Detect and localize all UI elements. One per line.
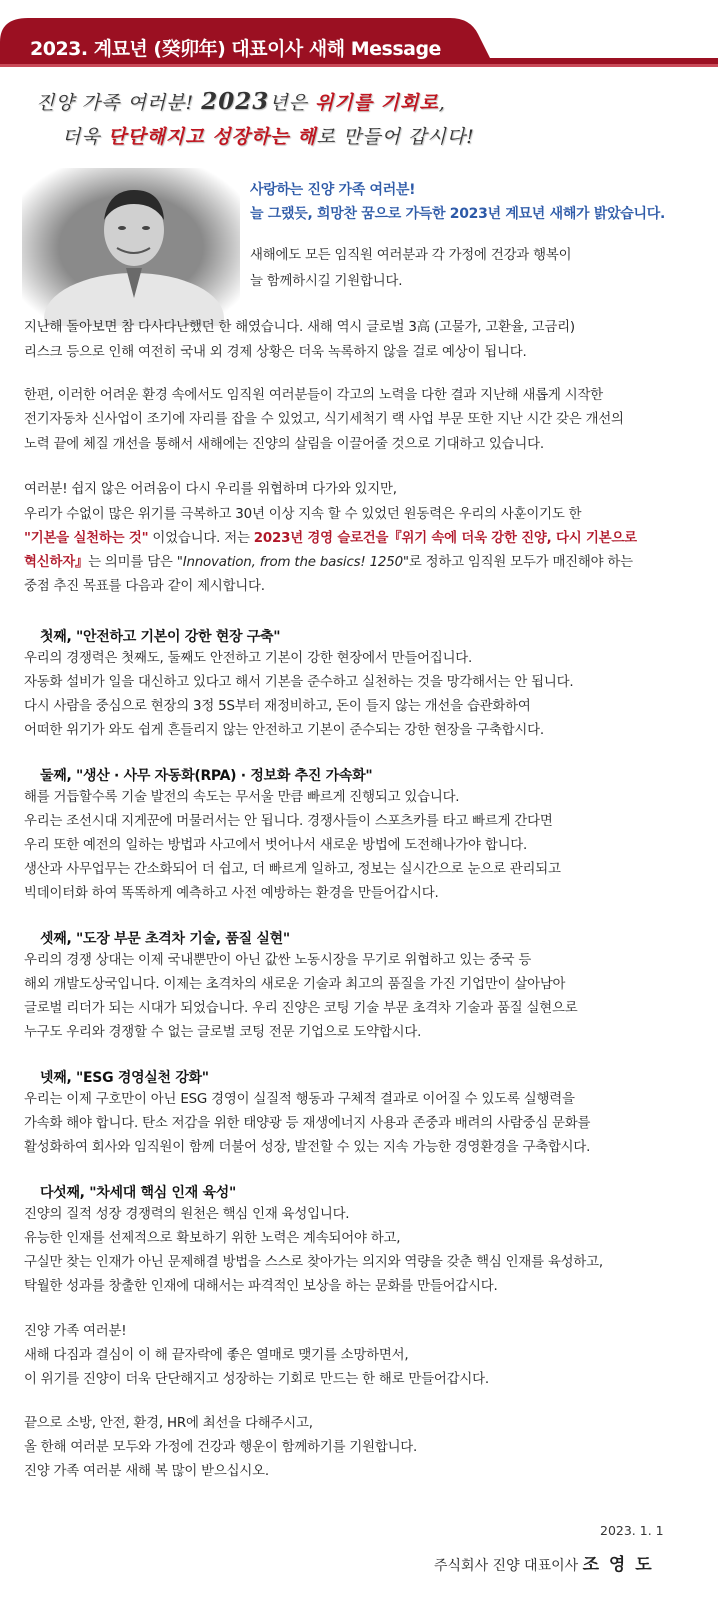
goal-5-line: 탁월한 성과를 창출한 인재에 대해서는 파격적인 보상을 하는 문화를 만들어갑시다. — [24, 1279, 498, 1294]
closing-line: 이 위기를 진양이 더욱 단단해지고 성장하는 기회로 만드는 한 해로 만들어갑시다. — [24, 1372, 489, 1387]
letter-date: 2023. 1. 1 — [600, 1523, 664, 1538]
motto-highlight: "기본을 실천하는 것" — [24, 531, 149, 546]
closing-line: 새해 다짐과 결심이 이 해 끝자락에 좋은 열매로 맺기를 소망하면서, — [24, 1348, 409, 1363]
para3-line — [24, 530, 637, 548]
goal-1-line: 우리의 경쟁력은 첫째도, 둘째도 안전하고 기본이 강한 현장에서 만들어집니다. — [24, 651, 473, 666]
slogan-highlight: 위기를 기회로 — [315, 92, 439, 114]
signature-name: 조 영 도 — [582, 1555, 654, 1575]
goal-3-heading: 셋째, "도장 부문 초격차 기술, 품질 실현" — [40, 931, 290, 947]
para2-line: 한편, 이러한 어려운 환경 속에서도 임직원 여러분들이 각고의 노력을 다한 결과 지난해 새롭게 시작한 — [24, 388, 603, 403]
para3-text: 이었습니다. 저는 — [148, 531, 254, 546]
goal-1-heading: 첫째, "안전하고 기본이 강한 현장 구축" — [40, 629, 281, 645]
goal-2-line: 빅데이터화 하여 똑똑하게 예측하고 사전 예방하는 환경을 만들어갑시다. — [24, 886, 439, 901]
goal-5-line: 유능한 인재를 선제적으로 확보하기 위한 노력은 계속되어야 하고, — [24, 1231, 401, 1246]
closing-line: 진양 가족 여러분! — [24, 1324, 127, 1339]
slogan-text: , — [438, 92, 446, 114]
title-banner — [0, 18, 718, 76]
ceo-portrait — [22, 168, 240, 326]
para3-text: 는 의미를 담은 — [88, 555, 177, 570]
para2-line: 노력 끝에 체질 개선을 통해서 새해에는 진양의 살림을 이끌어줄 것으로 기대하고 있습니다. — [24, 437, 544, 452]
slogan-year: 2023 — [201, 88, 270, 115]
slogan-text: 진양 가족 여러분! — [36, 92, 202, 114]
goal-2-line: 생산과 사무업무는 간소화되어 더 쉽고, 더 빠르게 일하고, 정보는 실시간으로 눈으로 관리되고 — [24, 862, 561, 877]
slogan-highlight: 혁신하자』 — [24, 555, 89, 570]
goal-3-line: 해외 개발도상국입니다. 이제는 초격차의 새로운 기술과 최고의 품질을 가진 기업만이 살아남아 — [24, 977, 566, 992]
goal-1-line: 어떠한 위기가 와도 쉽게 흔들리지 않는 안전하고 기본이 준수되는 강한 현장을 구축합시다. — [24, 723, 544, 738]
goal-5-line: 진양의 질적 성장 경쟁력의 원천은 핵심 인재 육성입니다. — [24, 1207, 350, 1222]
banner-title: 2023. 계묘년 (癸卯年) 대표이사 새해 Message — [30, 38, 441, 60]
closing-line: 진양 가족 여러분 새해 복 많이 받으십시오. — [24, 1464, 269, 1479]
slogan-line-1 — [36, 88, 446, 115]
goal-3-line: 글로벌 리더가 되는 시대가 되었습니다. 우리 진양은 코팅 기술 부문 초격차 기술과 품질 실현으로 — [24, 1001, 578, 1016]
slogan-text: 로 만들어 갑시다! — [316, 126, 475, 148]
intro-line: 지난해 돌아보면 참 다사다난했던 한 해였습니다. 새해 역시 글로벌 3高 (고물가, 고환율, 고금리) — [24, 320, 575, 335]
slogan-highlight: 2023년 경영 슬로건을『위기 속에 더욱 강한 진양, 다시 기본으로 — [253, 531, 637, 546]
goal-4-line: 우리는 이제 구호만이 아닌 ESG 경영이 실질적 행동과 구체적 결과로 이어질 수 있도록 실행력을 — [24, 1092, 575, 1107]
closing-line: 끝으로 소방, 안전, 환경, HR에 최선을 다해주시고, — [24, 1416, 313, 1431]
goal-5-line: 구실만 찾는 인재가 아닌 문제해결 방법을 스스로 찾아가는 의지와 역량을 갖춘 핵심 인재를 육성하고, — [24, 1255, 603, 1270]
slogan-highlight: 단단해지고 성장하는 해 — [107, 126, 317, 148]
goal-4-heading: 넷째, "ESG 경영실천 강화" — [40, 1070, 209, 1086]
intro-line: 리스크 등으로 인해 여전히 국내 외 경제 상황은 더욱 녹록하지 않을 걸로 예상이 됩니다. — [24, 345, 527, 360]
greeting-text: 새해에도 모든 임직원 여러분과 각 가정에 건강과 행복이 — [250, 248, 572, 263]
slogan-text: 더욱 — [62, 126, 108, 148]
greeting-line-2: 늘 그랬듯, 희망찬 꿈으로 가득한 2023년 계묘년 새해가 밝았습니다. — [250, 206, 665, 222]
goal-2-line: 우리는 조선시대 지게꾼에 머물러서는 안 됩니다. 경쟁사들이 스포츠카를 타고 빠르게 간다면 — [24, 814, 553, 829]
goal-4-line: 가속화 해야 합니다. 탄소 저감을 위한 태양광 등 재생에너지 사용과 존중과 배려의 사람중심 문화를 — [24, 1116, 591, 1131]
goal-2-line: 해를 거듭할수록 기술 발전의 속도는 무서울 만큼 빠르게 진행되고 있습니다. — [24, 790, 460, 805]
para2-line: 전기자동차 신사업이 조기에 자리를 잡을 수 있었고, 식기세척기 랙 사업 부문 또한 지난 시간 갖은 개선의 — [24, 412, 624, 427]
slogan-line-2 — [62, 122, 475, 149]
greeting-line-1: 사랑하는 진양 가족 여러분! — [250, 182, 416, 198]
signature-org: 주식회사 진양 대표이사 — [434, 1558, 583, 1574]
goal-2-heading: 둘째, "생산 · 사무 자동화(RPA) · 정보화 추진 가속화" — [40, 768, 373, 784]
para3-line — [24, 554, 633, 572]
goal-3-line: 누구도 우리와 경쟁할 수 없는 글로벌 코팅 전문 기업으로 도약합시다. — [24, 1025, 422, 1040]
goal-5-heading: 다섯째, "차세대 핵심 인재 육성" — [40, 1185, 236, 1201]
slogan-text: 년은 — [269, 92, 315, 114]
para3-line: 우리가 수없이 많은 위기를 극복하고 30년 이상 지속 할 수 있었던 원동력은 우리의 사훈이기도 한 — [24, 507, 582, 522]
para3-line: 중점 추진 목표를 다음과 같이 제시합니다. — [24, 579, 265, 594]
goal-2-line: 우리 또한 예전의 일하는 방법과 사고에서 벗어나서 새로운 방법에 도전해나가야 합니다. — [24, 838, 528, 853]
goal-3-line: 우리의 경쟁 상대는 이제 국내뿐만이 아닌 값싼 노동시장을 무기로 위협하고 있는 중국 등 — [24, 953, 532, 968]
goal-1-line: 자동화 설비가 일을 대신하고 있다고 해서 기본을 준수하고 실천하는 것을 망각해서는 안 됩니다. — [24, 675, 574, 690]
signature — [434, 1550, 654, 1575]
para3-text: 로 정하고 임직원 모두가 매진해야 하는 — [408, 555, 633, 570]
goal-1-line: 다시 사람을 중심으로 현장의 3정 5S부터 재정비하고, 돈이 들지 않는 개선을 습관화하여 — [24, 699, 531, 714]
greeting-text: 늘 함께하시길 기원합니다. — [250, 274, 403, 289]
closing-line: 올 한해 여러분 모두와 가정에 건강과 행운이 함께하기를 기원합니다. — [24, 1440, 418, 1455]
goal-4-line: 활성화하여 회사와 임직원이 함께 더불어 성장, 발전할 수 있는 지속 가능한 경영환경을 구축합시다. — [24, 1140, 591, 1155]
innovation-slogan: "Innovation, from the basics! 1250" — [176, 555, 409, 570]
para3-line: 여러분! 쉽지 않은 어려움이 다시 우리를 위협하며 다가와 있지만, — [24, 482, 397, 497]
